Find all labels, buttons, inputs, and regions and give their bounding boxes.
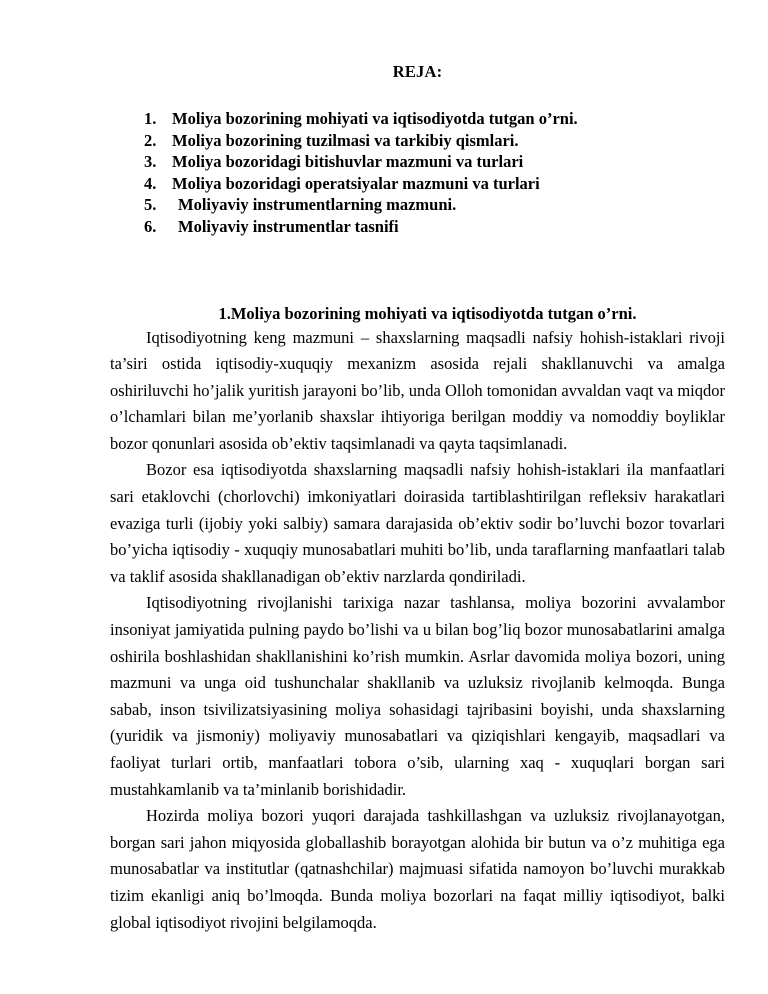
list-item xyxy=(110,173,725,195)
list-item-number: 3. xyxy=(144,152,157,171)
body-paragraph: Iqtisodiyotning keng mazmuni – shaxslarning maqsadli nafsiy hohish-istaklari rivoji ta’siri ostida iqtisodiy-xuquqiy mexanizm asosida rejali shakllanuvchi va amalga oshiriluvchi ho’jalik yuritish jarayoni bo’lib, unda Olloh tomonidan avvaldan vaqt va miqdor o’lchamlari bilan me’yorlanib shaxslar ihtiyoriga berilgan moddiy va nomoddiy boyliklar bozor qonunlari asosida ob’ektiv taqsimlanadi va qayta taqsimlanadi. xyxy=(110,327,725,453)
list-item-number: 6. xyxy=(144,216,157,236)
list-item xyxy=(110,216,725,238)
list-item-label: Moliya bozorining mohiyati va iqtisodiyotda tutgan o’rni. xyxy=(172,109,578,128)
list-item-label: Moliyaviy instrumentlar tasnifi xyxy=(178,216,399,236)
list-item xyxy=(110,108,725,130)
body-paragraph: Hozirda moliya bozori yuqori darajada tashkillashgan va uzluksiz rivojlanayotgan, borgan sari jahon miqyosida globallashib borayotgan alohida bir butun va o’z muhitiga ega munosabatlar va institutlar (qatnashchilar) majmuasi sifatida namoyon bo’luvchi murakkab tizim ekanligi aniq bo’lmoqda. Bunda moliya bozorlari na faqat milliy iqtisodiyot, balki global iqtisodiyot rivojini belgilamoqda. xyxy=(110,806,725,932)
list-item-number: 4. xyxy=(144,173,157,193)
section-heading: 1.Moliya bozorining mohiyati va iqtisodiyotda tutgan o’rni. xyxy=(218,304,637,323)
list-item xyxy=(110,151,725,173)
list-item-label: Moliya bozoridagi operatsiyalar mazmuni va turlari xyxy=(172,173,540,193)
body-paragraph: Bozor esa iqtisodiyotda shaxslarning maqsadli nafsiy hohish-istaklari ila manfaatlari sari etaklovchi (chorlovchi) imkoniyatlari doirasida tartiblashtirilgan refleksiv harakatlari evaziga turli (ijobiy yoki salbiy) samara darajasida ob’ektiv sodir bo’luvchi bozor tovarlari bo’yicha iqtisodiy - xuquqiy munosabatlari muhiti bo’lib, unda taraflarning manfaatlari talab va taklif asosida shakllanadigan ob’ektiv narzlarda qondiriladi. xyxy=(110,460,725,586)
page-content xyxy=(110,0,725,936)
list-item-label: Moliyaviy instrumentlarning mazmuni. xyxy=(178,195,457,214)
list-item-label: Moliya bozoridagi bitishuvlar mazmuni va turlari xyxy=(172,152,524,171)
list-item-label: Moliya bozorining tuzilmasi va tarkibiy qismlari. xyxy=(172,130,519,150)
body-paragraph: Iqtisodiyotning rivojlanishi tarixiga nazar tashlansa, moliya bozorini avvalambor insoniyat jamiyatida pulning paydo bo’lishi va u bilan bog’liq bozor munosabatlarini amalga oshirila boshlashidan shakllanishini ko’rish mumkin. Asrlar davomida moliya bozori, uning mazmuni va unga oid tushunchalar shakllanib va uzluksiz rivojlanib kelmoqda. Bunga sabab, inson tsivilizatsiyasining moliya sohasidagi tajribasini boyishi, unda shaxslarning (yuridik va jismoniy) moliyaviy munosabatlari va qiziqishlari kengayib, maqsadlari va faoliyat turlari ortib, manfaatlari tobora o’sib, ularning xaq - xuquqlari borgan sari mustahkamlanib va ta’minlanib borishidadir. xyxy=(110,593,725,799)
list-item xyxy=(110,130,725,152)
list-item-number: 2. xyxy=(144,130,157,150)
list-item xyxy=(110,194,725,216)
list-item-number: 1. xyxy=(144,109,157,128)
plan-list xyxy=(110,108,725,237)
list-item-number: 5. xyxy=(144,195,157,214)
page-title: REJA: xyxy=(392,62,443,81)
